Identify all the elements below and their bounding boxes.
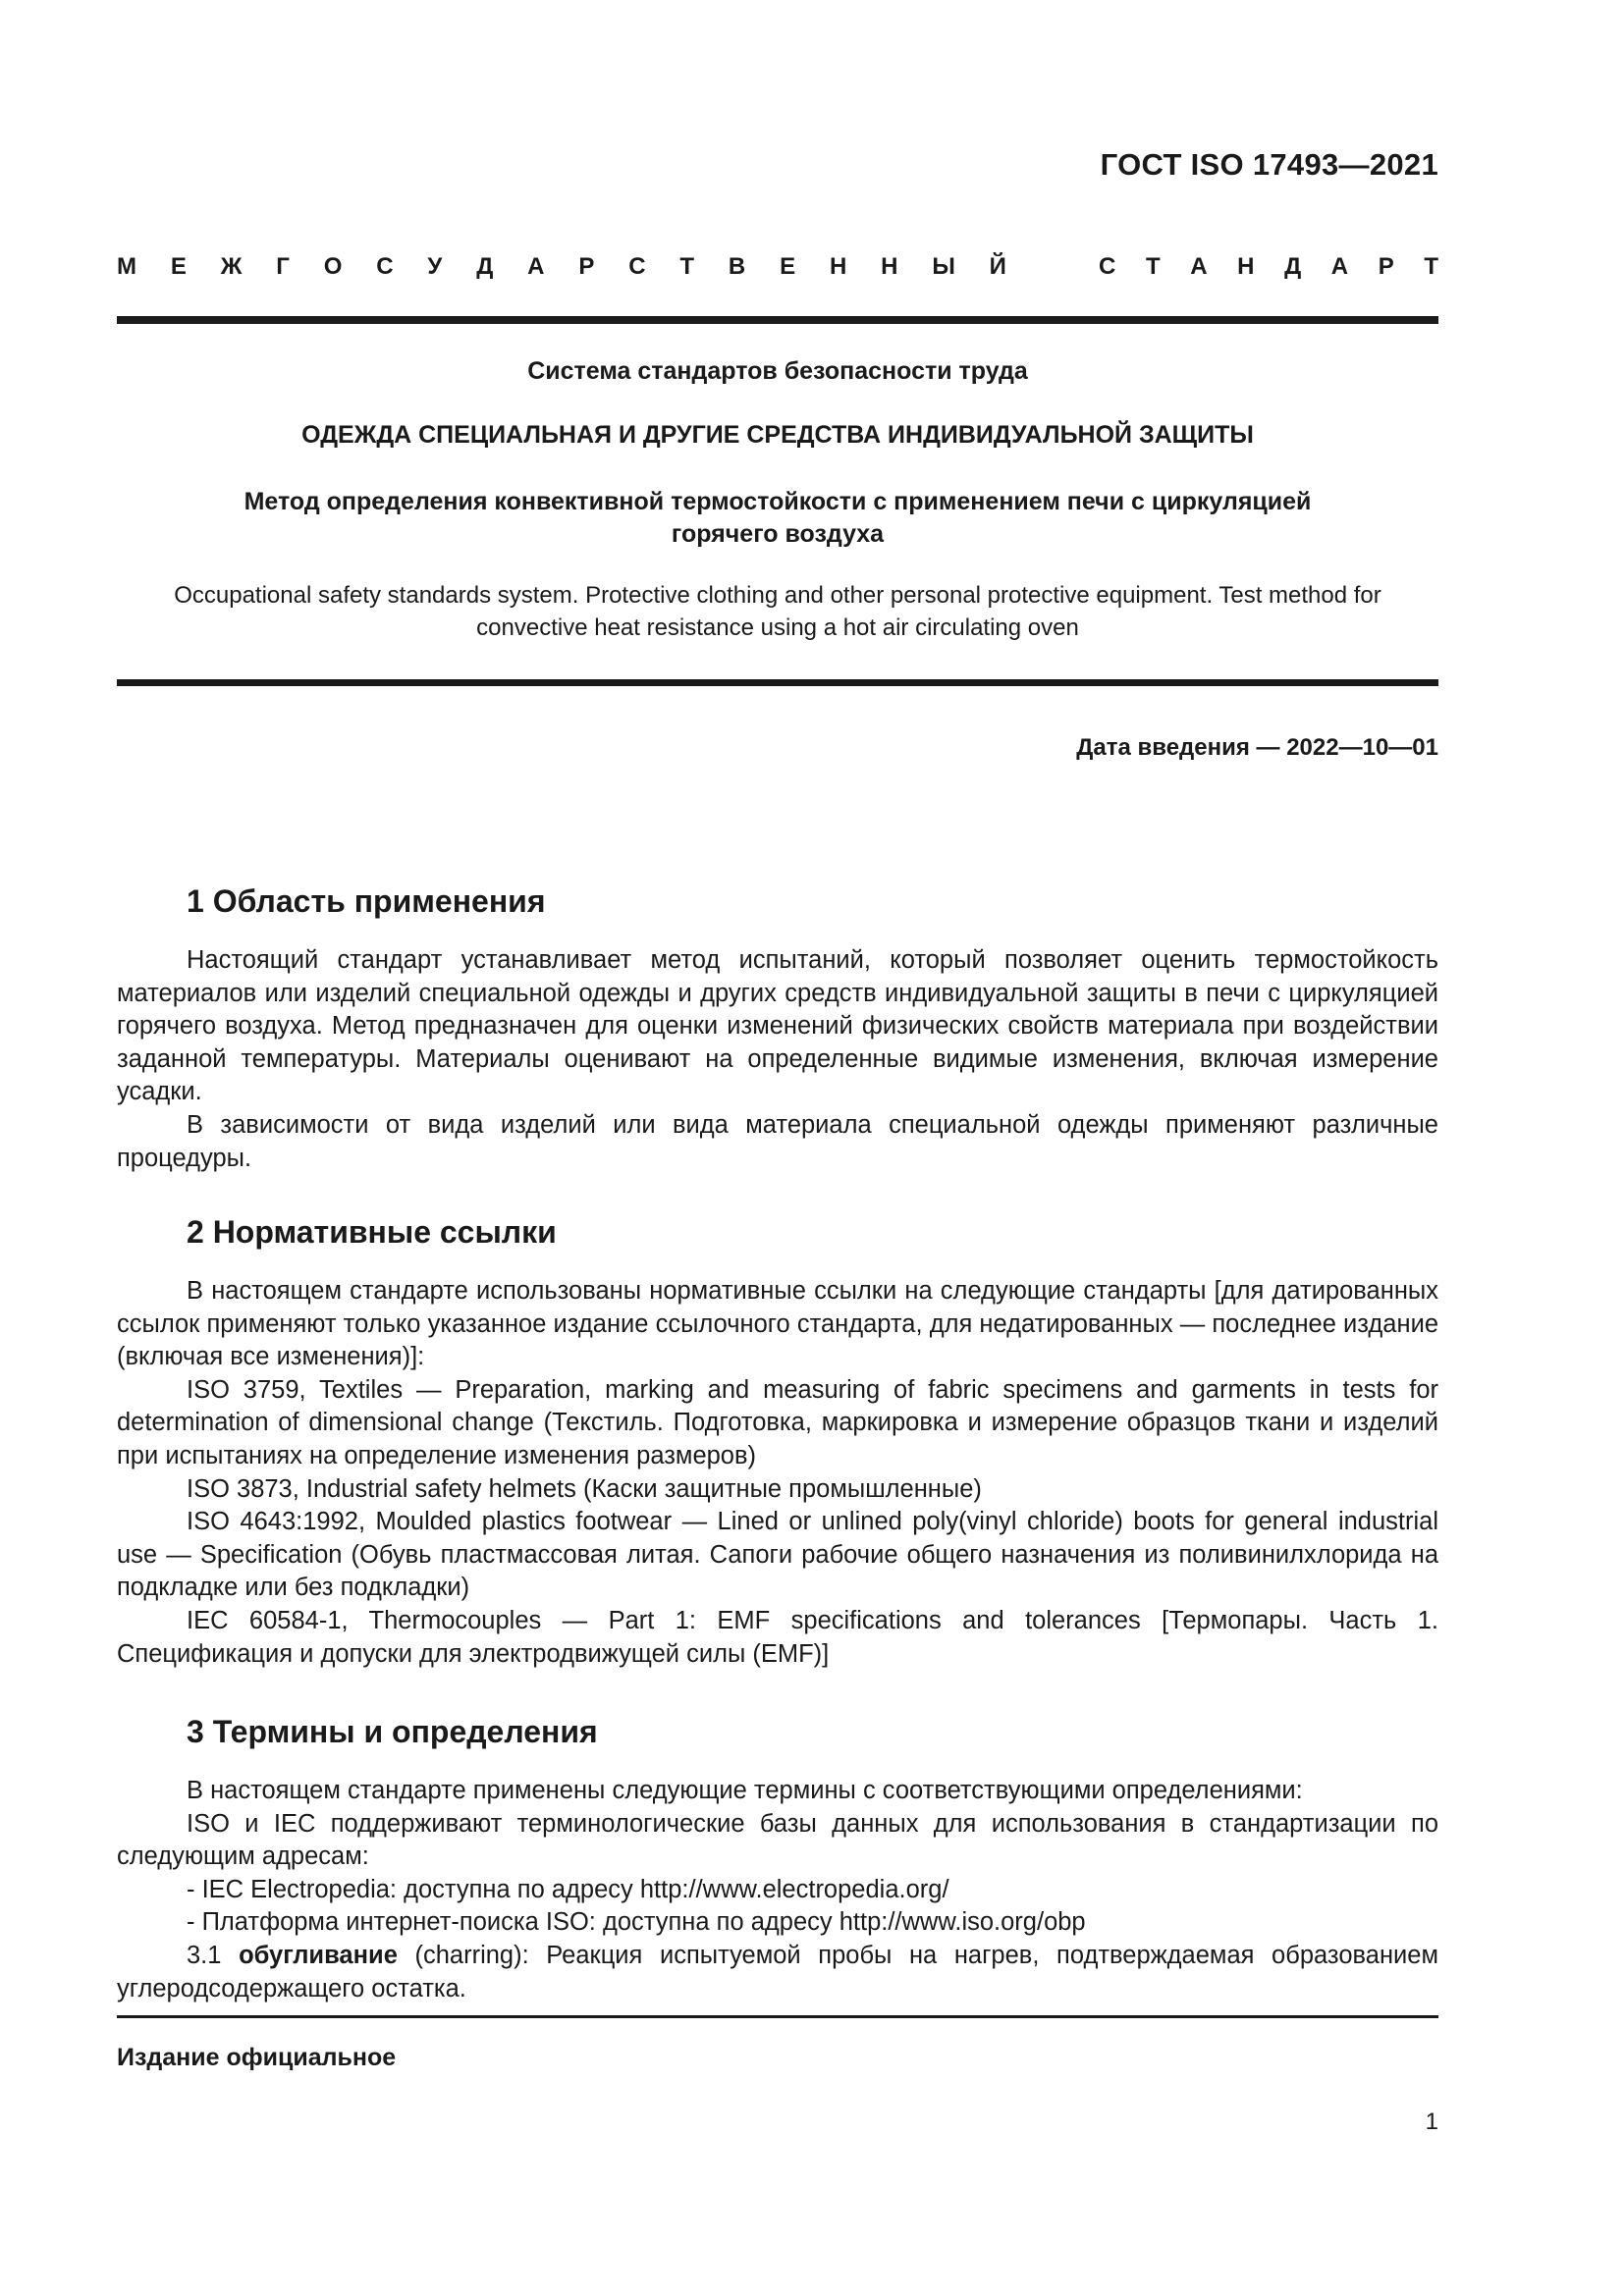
reference-item: ISO 3873, Industrial safety helmets (Каски защитные промышленные): [187, 1474, 982, 1503]
english-title: Occupational safety standards system. Protective clothing and other personal protective equipment. Test method for convective heat resistance using a hot air circulating oven: [174, 582, 1381, 641]
section-body-normative-references: [117, 1275, 1438, 1671]
section-body-terms: [117, 1775, 1438, 2005]
page-number: 1: [1425, 2109, 1438, 2135]
footer-divider: [117, 2015, 1438, 2018]
paragraph: В настоящем стандарте использованы нормативные ссылки на следующие стандарты [для датированных ссылок применяют только указанное издание ссылочного стандарта, для недатированных — последнее издание (включая все изменения)]:: [117, 1277, 1438, 1371]
term-definition: [117, 1940, 1438, 2005]
section-heading-terms: 3 Термины и определения: [187, 1714, 598, 1749]
interstate-word: М Е Ж Г О С У Д А Р С Т В Е Н Н Ы Й: [117, 253, 1006, 280]
introduction-date: Дата введения — 2022—10—01: [1076, 734, 1438, 761]
reference-item: IEC 60584-1, Thermocouples — Part 1: EMF specifications and tolerances [Термопары. Часть 1. Спецификация и допуски для электродвижущей силы (EMF)]: [117, 1606, 1438, 1668]
paragraph: В зависимости от вида изделий или вида материала специальной одежды применяют различные процедуры.: [117, 1110, 1438, 1172]
official-edition-label: Издание официальное: [117, 2044, 397, 2071]
top-divider: [117, 316, 1438, 324]
reference-item: ISO 3759, Textiles — Preparation, marking and measuring of fabric specimens and garments in tests for determination of dimensional change (Текстиль. Подготовка, маркировка и измерение образцов ткани и изделий при испытаниях на определение изменения размеров): [117, 1375, 1438, 1469]
paragraph: Настоящий стандарт устанавливает метод испытаний, который позволяет оценить термостойкость материалов или изделий специальной одежды и других средств индивидуальной защиты в печи с циркуляцией горячего воздуха. Метод предназначен для оценки изменений физических свойств материала при воздействии заданной температуры. Материалы оценивают на определенные видимые изменения, включая измерение усадки.: [117, 946, 1438, 1106]
interstate-standard-banner: [117, 253, 1438, 281]
document-main-title: ОДЕЖДА СПЕЦИАЛЬНАЯ И ДРУГИЕ СРЕДСТВА ИНДИВИДУАЛЬНОЙ ЗАЩИТЫ: [301, 421, 1254, 449]
term-definition-text: (charring): Реакция испытуемой пробы на нагрев, подтверждаемая образованием углеродсодержащего остатка.: [117, 1941, 1438, 2002]
section-body-scope: [117, 944, 1438, 1175]
link-item-electropedia: - IEC Electropedia: доступна по адресу http://www.electropedia.org/: [187, 1875, 949, 1903]
method-title: Метод определения конвективной термостойкости с применением печи с циркуляцией горячего воздуха: [244, 488, 1312, 548]
reference-item: ISO 4643:1992, Moulded plastics footwear — Lined or unlined poly(vinyl chloride) boots for general industrial use — Specification (Обувь пластмассовая литая. Сапоги рабочие общего назначения из поливинилхлорида на подкладке или без подкладки): [117, 1508, 1438, 1602]
standard-word: С Т А Н Д А Р Т: [1099, 253, 1438, 280]
standard-number: ГОСТ ISO 17493—2021: [1100, 147, 1438, 182]
title-divider: [117, 679, 1438, 686]
link-item-iso-obp: - Платформа интернет-поиска ISO: доступна по адресу http://www.iso.org/obp: [187, 1908, 1086, 1937]
term-number: 3.1: [187, 1941, 222, 1969]
paragraph: ISO и IEC поддерживают терминологические базы данных для использования в стандартизации по следующим адресам:: [117, 1809, 1438, 1871]
paragraph: В настоящем стандарте применены следующие термины с соответствующими определениями:: [187, 1777, 1303, 1804]
term-word: обугливание: [239, 1941, 398, 1969]
section-heading-normative-references: 2 Нормативные ссылки: [187, 1214, 557, 1250]
section-heading-scope: 1 Область применения: [187, 883, 546, 919]
standards-system-title: Система стандартов безопасности труда: [527, 357, 1028, 385]
